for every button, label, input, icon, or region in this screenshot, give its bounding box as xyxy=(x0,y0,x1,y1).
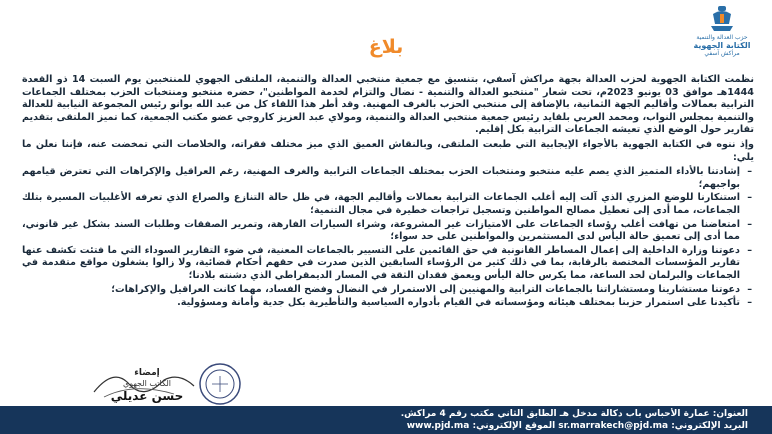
footer-contact: البريد الإلكتروني: sr.marrakech@pjd.ma الموقع الإلكتروني: www.pjd.ma xyxy=(406,421,748,431)
signature-label: إمضاء xyxy=(134,368,160,378)
list-item: – دعوتنا مستشارينا ومستشاراتنا بالجماعات الترابية والمهنيين إلى الاستمرار في النضال وفضح الفساد، مهما كانت العراقيل والإكراهات؛ xyxy=(22,284,740,297)
list-item: – تأكيدنا على استمرار حزبنا بمختلف هيئاته ومؤسساته في القيام بأدواره السياسية والتأطيرية بكل جدية وأمانة ومسؤولية. xyxy=(22,297,740,310)
signature-block xyxy=(92,368,202,410)
list-item: – امتعاضنا من تهافت أغلب رؤساء الجماعات على الامتيازات غير المشروعة، وشراء السيارات الفارهة، وتمرير الصفقات وطلبات السند بشكل غير قانوني، مما أدى إلى تعميق حالة اليأس لدى المستثمرين والمواطنين على حد سواء؛ xyxy=(22,219,740,244)
logo-party-name: حزب العدالة والتنمية xyxy=(696,34,748,41)
list-item: – إشادتنا بالأداء المتميز الذي يصم عليه منتخبو ومنتخبات الحزب بمختلف الجماعات الترابية والغرف المهنية، رغم العراقيل والإكراهات التي تعترض قيامهم بواجبهم؛ xyxy=(22,166,740,191)
signature-role: الكاتب الجهوي xyxy=(122,379,172,388)
list-item: – دعوتنا وزارة الداخلية إلى إعمال المساطر القانونية في حق القائمين على التسيير بالجماعات المعنية، في ضوء التقارير السوداء التي ما فتئت تكشف عنها تقارير المؤسسات المختصة بالرقابة، بما في ذلك كثير من الرؤساء السابقين الذين صدرت في حقهم أحكام قضائية، ولا زالوا يشغلون مواقع متقدمة في الجماعات والبرلمان لحد الساعة، مما يكرس حالة اليأس ويعمق فقدان الثقة في المسار الديمقراطي الذي دشنته بلادنا؛ xyxy=(22,245,740,283)
second-paragraph: وإذ ننوه في الكتابة الجهوية بالأجواء الإيجابية التي طبعت الملتقى، وبالنقاش العميق الذي ميز مختلف فقراته، والخلاصات التي تمخضت عنه، فإننا نعلن ما يلي: xyxy=(22,138,754,163)
document-title: بلاغ xyxy=(368,36,404,58)
signature-name: حسن عديلي xyxy=(110,389,184,403)
statement-list xyxy=(22,166,754,310)
footer-address: العنوان: عمارة الأحباس باب دكالة مدخل هـ الطابق الثاني مكتب رقم 4 مراكش. xyxy=(400,409,748,419)
logo-office: الكتابة الجهوية xyxy=(693,41,751,50)
intro-paragraph: نظمت الكتابة الجهوية لحزب العدالة بجهة مراكش آسفي، بتنسيق مع جمعية منتخبي العدالة والتنمية، الملتقى الجهوي للمنتخبين يوم السبت 14 ذو القعدة 1444هـ موافق 03 يونيو 2023م، تحت شعار "منتخبو العدالة والتنمية - نضال والتزام لخدمة المواطنين"، حضره منتخبو ومنتخبات الحزب بمختلف الجماعات الترابية بعمالات وأقاليم الجهة الثمانية، بالإضافة إلى منتخبي الحزب بالغرف المهنية. وقد أطر هذا اللقاء كل من عبد الله بوانو رئيس المجموعة النيابية للعدالة والتنمية بمجلس النواب، ومحمد العربي بلقايد رئيس جمعية منتخبي العدالة والتنمية، ومولاي عبد العزيز كاروجي عضو مكتب الجمعية، كما تميز الملتقى بتقديم تقارير حول الوضع الذي تعيشه الجماعات الترابية بكل إقليم. xyxy=(22,74,754,136)
lamp-logo-icon xyxy=(705,4,739,34)
logo-region: مراكش آسفي xyxy=(704,50,740,57)
list-item: – استنكارنا للوضع المزري الذي آلت إليه أغلب الجماعات الترابية بعمالات وأقاليم الجهة، في ظل حالة التنازع والصراع الذي تعرفه الأغلبيات المسيرة بتلك الجماعات، مما أدى إلى تعطيل مصالح المواطنين وتسجيل تراجعات خطيرة في مجال التنمية؛ xyxy=(22,192,740,217)
official-stamp-icon xyxy=(198,362,242,406)
footer-bar xyxy=(0,406,772,434)
document-body xyxy=(22,74,754,311)
